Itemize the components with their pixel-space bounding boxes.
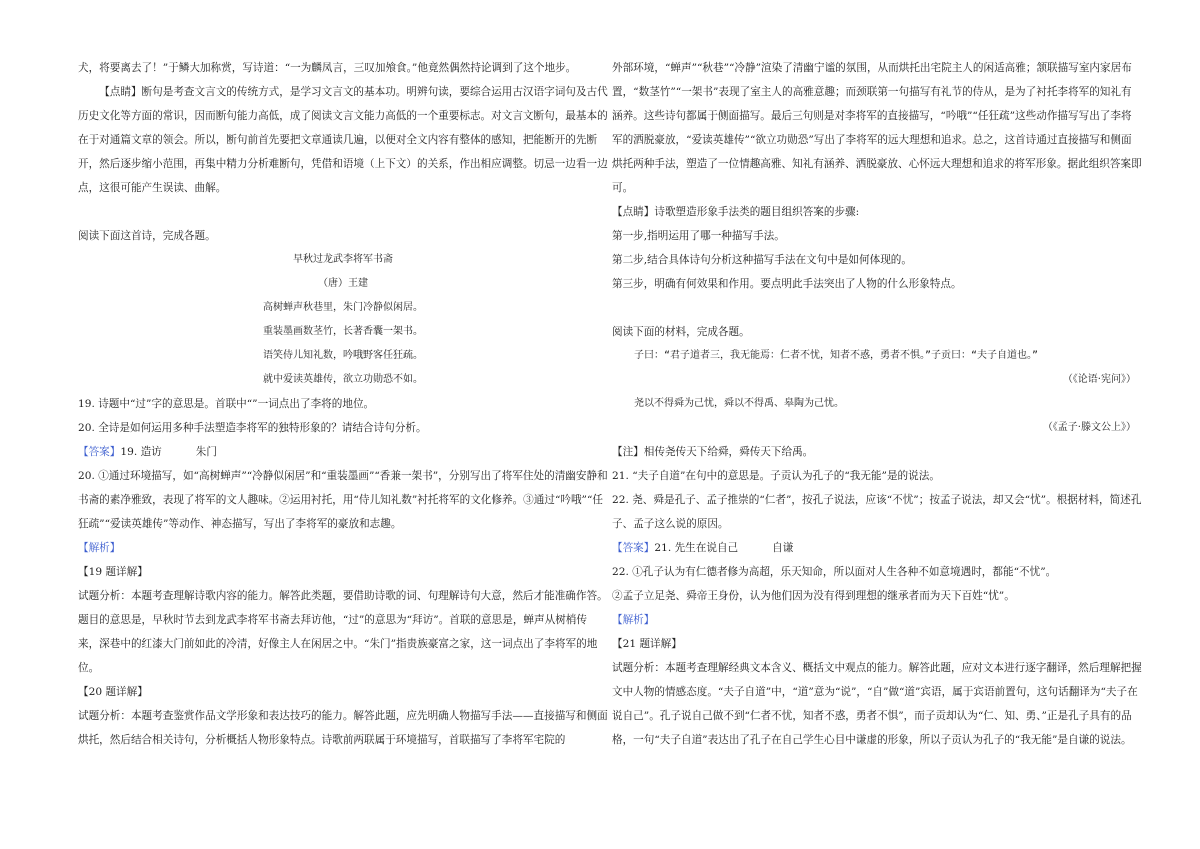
question-19: 19. 诗题中“过”字的意思是。首联中“”一词点出了李将的地位。 bbox=[78, 398, 375, 410]
reading-intro: 阅读下面这首诗，完成各题。 bbox=[78, 230, 216, 242]
quote-mengzi: 尧以不得舜为己忧，舜以不得禹、皋陶为己忧。 bbox=[634, 398, 844, 409]
step-1: 第一步,指明运用了哪一种描写手法。 bbox=[612, 230, 785, 242]
analysis-tag: 【解析】 bbox=[612, 614, 655, 626]
detail-19-title: 【19 题详解】 bbox=[78, 566, 148, 578]
continued-paragraph: 犬，将要离去了！”于鳞大加称赏，写诗道：“一为麟凤言，三叹加飧食。”他竟然偶然持论调到了这个地步。 bbox=[78, 62, 577, 74]
question-20: 20. 全诗是如何运用多种手法塑造李将军的独特形象的？请结合诗句分析。 bbox=[78, 422, 427, 434]
poem-title: 早秋过龙武李将军书斋 bbox=[293, 254, 393, 265]
answer-22-part-b: ②孟子立足尧、舜帝王身份，认为他们因为没有得到理想的继承者而为天下百姓“忧”。 bbox=[612, 590, 1015, 602]
poem-line: 语笑侍儿知礼数，吟哦野客任狂疏。 bbox=[263, 350, 423, 361]
poem-line: 高树蝉声秋巷里，朱门冷静似闲居。 bbox=[263, 302, 423, 313]
answer-22-part-a: 22. ①孔子认为有仁德者修为高超，乐天知命，所以面对人生各种不如意境遇时，都能“不忧”。 bbox=[612, 566, 1057, 578]
answer-21-part-a: 21. 先生在说自己 bbox=[654, 542, 739, 554]
detail-21-text: 试题分析：本题考查理解经典文本含义、概括文中观点的能力。解答此题，应对文本进行逐字翻译，然后理解把握文中人物的情感态度。“夫子自道”中，“道”意为“说”，“自”做“道”宾语，属于宾语前置句，这句话翻译为“夫子在说自己”。孔子说自己做不到“仁者不忧，知者不惑，勇者不惧”，而子贡却认为“仁、知、勇、”正是孔子具有的品格，一句“夫子自道”表达出了孔子在自己学生心目中谦虚的形象，所以子贡认为孔子的“我无能”是自谦的说法。 bbox=[612, 662, 1142, 746]
right-column bbox=[612, 56, 1142, 752]
quote-lunyu: 子曰：“君子道者三，我无能焉：仁者不忧，知者不惑，勇者不惧。”子贡曰：“夫子自道也。” bbox=[634, 350, 1039, 361]
answer-19-part-a: 19. 造访 bbox=[120, 446, 162, 458]
poem-line: 就中爱读英雄传，欲立功勋恐不如。 bbox=[263, 374, 423, 385]
answer-19 bbox=[78, 440, 608, 464]
detail-20-title: 【20 题详解】 bbox=[78, 686, 148, 698]
annotation-note: 【注】相传尧传天下给舜，舜传天下给禹。 bbox=[612, 446, 814, 458]
step-2: 第二步,结合具体诗句分析这种描写手法在文句中是如何体现的。 bbox=[612, 254, 912, 266]
dianjing-note: 【点睛】诗歌塑造形象手法类的题目组织答案的步骤: bbox=[612, 206, 860, 218]
detail-21-title: 【21 题详解】 bbox=[612, 638, 682, 650]
answer-21 bbox=[612, 536, 1142, 560]
answer-tag: 【答案】 bbox=[612, 542, 655, 554]
detail-20-text: 试题分析：本题考查鉴赏作品文学形象和表达技巧的能力。解答此题，应先明确人物描写手法——直接描写和侧面烘托，然后结合相关诗句，分析概括人物形象特点。诗歌前两联属于环境描写，首联描写了李将军宅院的 bbox=[78, 710, 608, 746]
answer-21-part-b: 自谦 bbox=[772, 542, 794, 554]
step-3: 第三步，明确有何效果和作用。要点明此手法突出了人物的什么形象特点。 bbox=[612, 278, 962, 290]
analysis-tag: 【解析】 bbox=[78, 542, 121, 554]
question-21: 21. “夫子自道”在句中的意思是。子贡认为孔子的“我无能”是的说法。 bbox=[612, 470, 940, 482]
source-mengzi: （《孟子·滕文公上》） bbox=[1042, 422, 1136, 433]
left-column bbox=[78, 56, 608, 752]
question-22: 22. 尧、舜是孔子、孟子推崇的“仁者”，按孔子说法，应该“不忧”；按孟子说法，却又会“忧”。根据材料，简述孔子、孟子这么说的原因。 bbox=[612, 494, 1142, 530]
answer-20: 20. ①通过环境描写，如“高树蝉声”“冷静似闲居”和“重装墨画”“香兼一架书”，分别写出了将军住处的清幽安静和书斋的素净雅致，表现了将军的文人趣味。②运用衬托，用“侍儿知礼数”衬托将军的文化修养。③通过“吟哦”“任狂疏”“爱读英雄传”等动作、神态描写，写出了李将军的豪放和志趣。 bbox=[78, 470, 608, 530]
poem-author: （唐）王建 bbox=[318, 278, 368, 289]
detail-19-text: 试题分析：本题考查理解诗歌内容的能力。解答此类题，要借助诗歌的词、句理解诗句大意，然后才能准确作答。题目的意思是，早秋时节去到龙武李将军书斋去拜访他，“过”的意思为“拜访”。首联的意思是，蝉声从树梢传来，深巷中的红漆大门前如此的冷清，好像主人在闲居之中。“朱门”指贵族豪富之家，这一词点出了李将军的地位。 bbox=[78, 590, 608, 674]
answer-19-part-b: 朱门 bbox=[195, 446, 217, 458]
answer-tag: 【答案】 bbox=[78, 446, 121, 458]
reading-intro: 阅读下面的材料，完成各题。 bbox=[612, 326, 750, 338]
dianjing-note: 【点睛】断句是考查文言文的传统方式，是学习文言文的基本功。明辨句读，要综合运用古汉语字词句及古代历史文化等方面的常识，因而断句能力高低，成了阅读文言文能力高低的一个重要标志。对文言文断句，最基本的在于对通篇文章的领会。所以，断句前首先要把文章通读几遍，以便对全文内容有整体的感知，把能断开的先断开，然后逐步缩小范围，再集中精力分析难断句，凭借和语境（上下文）的关系，作出相应调整。切忌一边看一边点，这很可能产生误读、曲解。 bbox=[78, 86, 608, 194]
source-lunyu: （《论语·宪问》） bbox=[1062, 374, 1136, 385]
continued-paragraph: 外部环境，“蝉声”“秋巷”“冷静”渲染了清幽宁谧的氛围，从而烘托出宅院主人的闲适高雅；颔联描写室内家居布置，“数茎竹”“一架书”表现了室主人的高雅意趣；而颈联第一句描写有礼节的侍从，是为了衬托李将军的知礼有涵养。这些诗句都属于侧面描写。最后三句则是对李将军的直接描写，“吟哦”“任狂疏”这些动作描写写出了李将军的洒脱豪放，“爱读英雄传”“欲立功勋恐”写出了李将军的远大理想和追求。总之，这首诗通过直接描写和侧面烘托两种手法，塑造了一位情趣高雅、知礼有涵养、洒脱豪放、心怀远大理想和追求的将军形象。据此组织答案即可。 bbox=[612, 62, 1142, 194]
poem-line: 重装墨画数茎竹，长著香囊一架书。 bbox=[263, 326, 423, 337]
